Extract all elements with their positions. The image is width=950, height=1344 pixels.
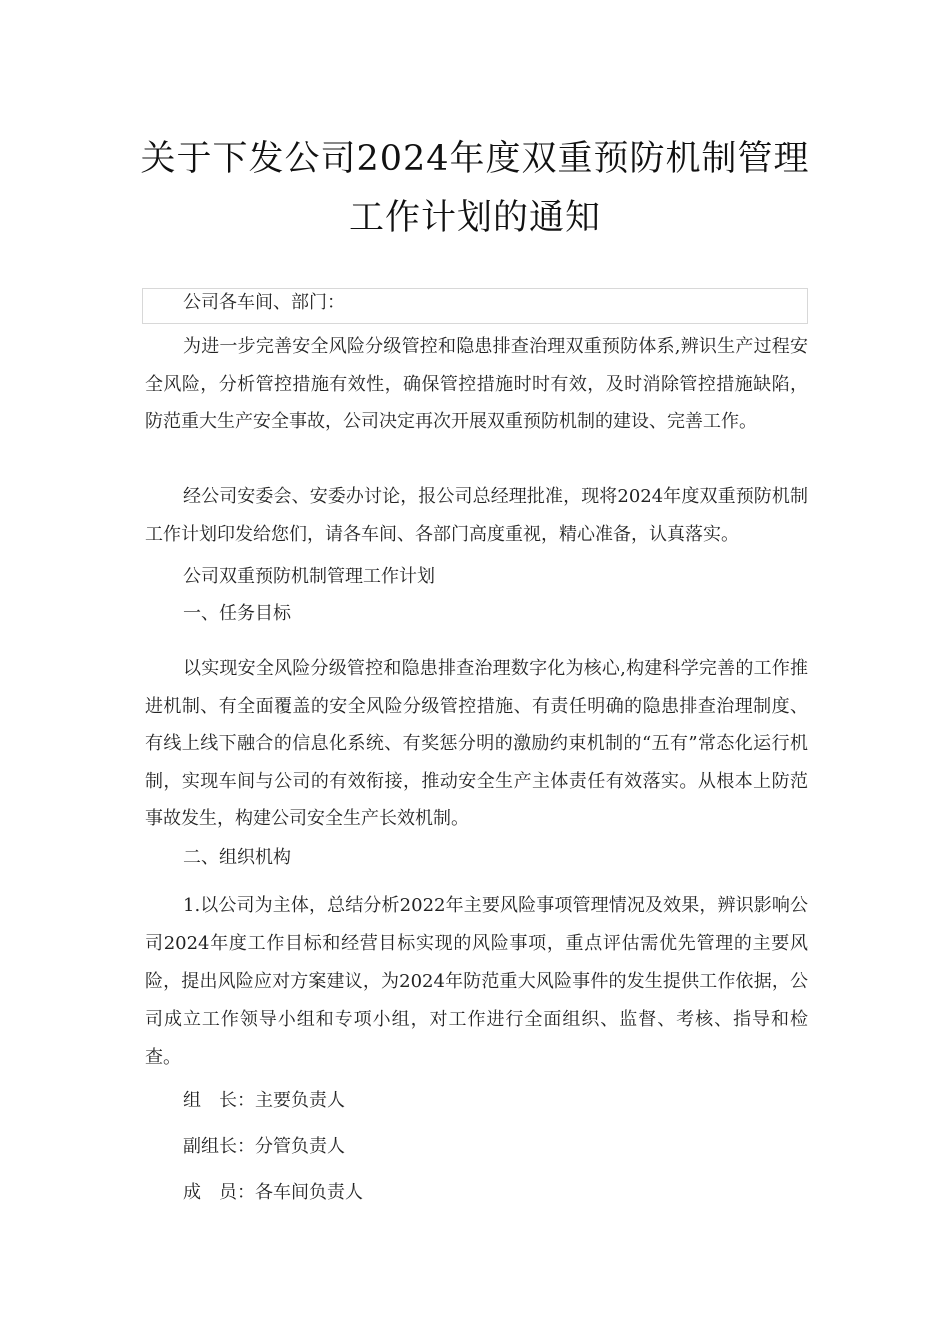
paragraph-approval: 经公司安委会、安委办讨论，报公司总经理批准，现将2024年度双重预防机制工作计划印发给您们，请各车间、各部门高度重视，精心准备，认真落实。 bbox=[145, 486, 808, 545]
member-members: 成 员：各车间负责人 bbox=[183, 1182, 363, 1203]
section-heading-organization: 二、组织机构 bbox=[183, 847, 291, 868]
paragraph-intro: 为进一步完善安全风险分级管控和隐患排查治理双重预防体系,辨识生产过程安全风险，分析管控措施有效性，确保管控措施时时有效，及时消除管控措施缺陷，防范重大生产安全事故，公司决定再次开展双重预防机制的建设、完善工作。 bbox=[145, 336, 808, 432]
plan-heading: 公司双重预防机制管理工作计划 bbox=[183, 566, 435, 587]
salutation-field[interactable] bbox=[142, 288, 808, 324]
document-title-line-1: 关于下发公司2024年度双重预防机制管理 bbox=[140, 139, 810, 179]
paragraph-objectives: 以实现安全风险分级管控和隐患排查治理数字化为核心,构建科学完善的工作推进机制、有全面覆盖的安全风险分级管控措施、有责任明确的隐患排查治理制度、有线上线下融合的信息化系统、有奖惩分明的激励约束机制的“五有”常态化运行机制，实现车间与公司的有效衔接，推动安全生产主体责任有效落实。从根本上防范事故发生，构建公司安全生产长效机制。 bbox=[145, 658, 808, 829]
paragraph-organization: 1.以公司为主体，总结分析2022年主要风险事项管理情况及效果，辨识影响公司2024年度工作目标和经营目标实现的风险事项，重点评估需优先管理的主要风险，提出风险应对方案建议，为2024年防范重大风险事件的发生提供工作依据，公司成立工作领导小组和专项小组，对工作进行全面组织、监督、考核、指导和检查。 bbox=[145, 895, 808, 1068]
salutation-text: 公司各车间、部门： bbox=[183, 292, 345, 313]
member-leader: 组 长：主要负责人 bbox=[183, 1090, 345, 1111]
section-heading-objectives: 一、任务目标 bbox=[183, 603, 291, 624]
member-deputy-leader: 副组长：分管负责人 bbox=[183, 1136, 345, 1157]
document-title-line-2: 工作计划的通知 bbox=[348, 198, 601, 238]
